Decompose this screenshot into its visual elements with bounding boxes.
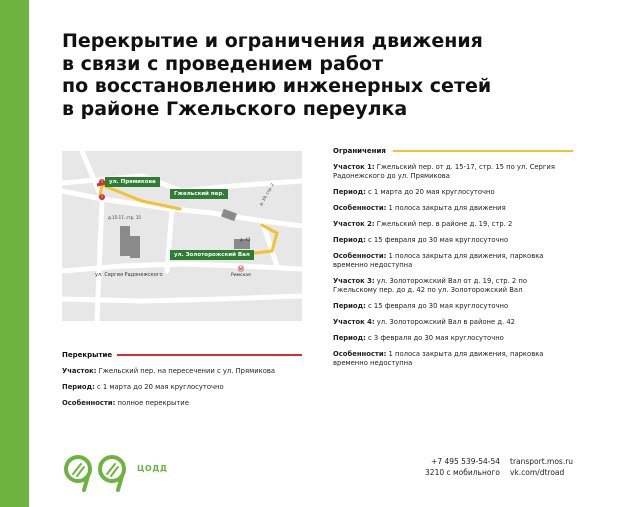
title-line: в связи с проведением работ bbox=[62, 52, 384, 75]
map-building-19: д. 19, стр. 2 bbox=[258, 182, 275, 207]
list-item: Особенности: 1 полоса закрыта для движения, парковка временно недоступна bbox=[333, 350, 544, 367]
contact-phones bbox=[418, 456, 500, 478]
contact-site-link[interactable]: transport.mos.ru bbox=[510, 457, 574, 466]
map-label-gzhelsky: Гжельский пер. bbox=[170, 189, 228, 199]
list-item: Период: с 1 марта до 20 мая круглосуточно bbox=[333, 188, 495, 196]
list-item: Особенности: 1 полоса закрыта для движения, парковка временно недоступна bbox=[333, 252, 544, 269]
list-item: Участок 2: Гжельский пер. в районе д. 19, стр. 2 bbox=[333, 220, 513, 228]
route-map bbox=[62, 151, 302, 321]
list-item: Участок 4: ул. Золоторожский Вал в районе д. 42 bbox=[333, 318, 516, 326]
map-graphics bbox=[62, 151, 302, 321]
metro-station bbox=[231, 264, 251, 278]
list-item: Период: с 3 февраля до 30 мая круглосуточно bbox=[333, 334, 504, 342]
list-item: Особенности: 1 полоса закрыта для движения bbox=[333, 204, 506, 212]
list-item: Участок 3: ул. Золоторожский Вал от д. 19, стр. 2 по Гжельскому пер. до д. 42 по ул. Золоторожский Вал bbox=[333, 277, 528, 294]
codd-logo-icon bbox=[62, 452, 132, 492]
brand-side-bar bbox=[0, 0, 29, 507]
contact-mobile: 3210 с мобильного bbox=[425, 468, 500, 477]
list-item: Участок 1: Гжельский пер. от д. 15-17, стр. 15 по ул. Сергия Радонежского до ул. Прямикова bbox=[333, 163, 555, 180]
contact-vk-link[interactable]: vk.com/dtroad bbox=[510, 468, 565, 477]
metro-icon: Ⓜ bbox=[237, 266, 244, 273]
list-item: Период: с 15 февраля до 30 мая круглосуточно bbox=[333, 236, 509, 244]
map-street-radonezhsky: ул. Сергия Радонежского bbox=[95, 272, 163, 278]
restrictions-list bbox=[333, 163, 573, 375]
restriction-warning-icon: ! bbox=[99, 194, 105, 200]
closure-warning-icon: ! bbox=[99, 179, 105, 185]
title-line: Перекрытие и ограничения движения bbox=[62, 30, 483, 52]
map-label-zolotorozhsky: ул. Золоторожский Вал bbox=[170, 250, 254, 260]
closure-list bbox=[62, 367, 302, 415]
list-item: Участок: Гжельский пер. на пересечении с ул. Прямикова bbox=[62, 367, 276, 375]
title-line: по восстановлению инженерных сетей bbox=[62, 75, 492, 97]
closure-heading-line bbox=[117, 354, 302, 356]
contact-links bbox=[510, 456, 573, 478]
restrictions-heading: Ограничения bbox=[333, 147, 386, 155]
list-item: Период: с 15 февраля до 30 мая круглосуточно bbox=[333, 302, 509, 310]
restrictions-heading-line bbox=[393, 150, 573, 152]
list-item: Период: с 1 марта до 20 мая круглосуточно bbox=[62, 383, 224, 391]
contact-phone[interactable]: +7 495 539-54-54 bbox=[431, 457, 500, 466]
map-building-42: д. 42 bbox=[240, 237, 251, 242]
map-building-1517: д.15-17, стр. 15 bbox=[108, 215, 141, 220]
metro-station-name: Римская bbox=[231, 273, 251, 278]
title-line: в районе Гжельского переулка bbox=[62, 97, 408, 120]
list-item: Особенности: полное перекрытие bbox=[62, 399, 189, 407]
page-title bbox=[62, 30, 542, 120]
closure-heading: Перекрытие bbox=[62, 351, 113, 359]
codd-logo-text: ЦОДД bbox=[137, 464, 168, 473]
map-label-pryamikova: ул. Прямикова bbox=[105, 177, 160, 187]
